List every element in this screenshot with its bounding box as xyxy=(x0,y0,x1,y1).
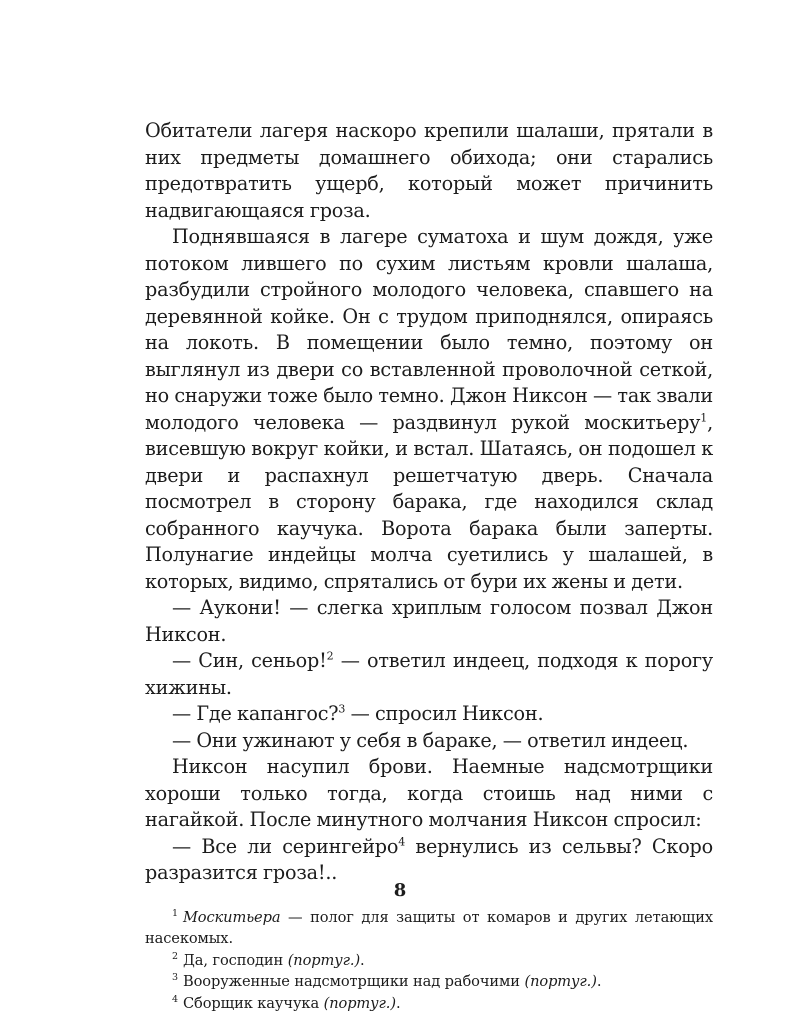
page-number: 8 xyxy=(0,880,800,901)
dialogue-line: — Син, сеньор!$^2$ — ответил индеец, подходя к порогу хижины. xyxy=(145,648,713,701)
footnote-mark: 3 xyxy=(172,972,178,983)
footnote: $^4$ Сборщик каучука (португ.). xyxy=(145,993,713,1014)
main-text xyxy=(145,118,713,887)
footnotes xyxy=(145,907,713,1014)
footnote-ref: 4 xyxy=(398,835,405,848)
footnote-ref: 1 xyxy=(700,411,707,424)
dialogue-line: — Они ужинают у себя в бараке, — ответил индеец. xyxy=(145,728,713,755)
footnote-mark: 4 xyxy=(172,994,178,1005)
paragraph: Поднявшаяся в лагере суматоха и шум дождя, уже потоком лившего по сухим листьям кровли шалаша, разбудили стройного молодого человека, спавшего на деревянной койке. Он с трудом приподнялся, опираясь на локоть. В помещении было темно, поэтому он выглянул из двери со вставленной проволочной сеткой, но снаружи тоже было темно. Джон Никсон — так звали молодого человека — раздвинул рукой москитьеру$^1$, висевшую вокруг койки, и встал. Шатаясь, он подошел к двери и распахнул решетчатую дверь. Сначала посмотрел в сторону барака, где находился склад собранного каучука. Ворота барака были заперты. Полунагие индейцы молча суетились у шалашей, в которых, видимо, спрятались от бури их жены и дети. xyxy=(145,224,713,595)
footnote-ref: 3 xyxy=(338,703,345,716)
paragraph: Никсон насупил брови. Наемные надсмотрщики хороши только тогда, когда стоишь над ними с нагайкой. После минутного молчания Никсон спросил: xyxy=(145,754,713,834)
footnote-mark: 2 xyxy=(172,951,178,962)
dialogue-line: — Где капангос?$^3$ — спросил Никсон. xyxy=(145,701,713,728)
paragraph: Обитатели лагеря наскоро крепили шалаши, прятали в них предметы домашнего обихода; они старались предотвратить ущерб, который может причинить надвигающаяся гроза. xyxy=(145,118,713,224)
dialogue-line: — Аукони! — слегка хриплым голосом позвал Джон Никсон. xyxy=(145,595,713,648)
footnote: $^3$ Вооруженные надсмотрщики над рабочими (португ.). xyxy=(145,971,713,993)
footnote: $^2$ Да, господин (португ.). xyxy=(145,950,713,972)
footnote-mark: 1 xyxy=(172,908,178,919)
dialogue-line: — Все ли серингейро$^4$ вернулись из сельвы? Скоро разразится гроза!.. xyxy=(145,834,713,887)
footnote-ref: 2 xyxy=(327,650,334,663)
footnote: $^1$ Москитьера — полог для защиты от комаров и других летающих насекомых. xyxy=(145,907,713,950)
